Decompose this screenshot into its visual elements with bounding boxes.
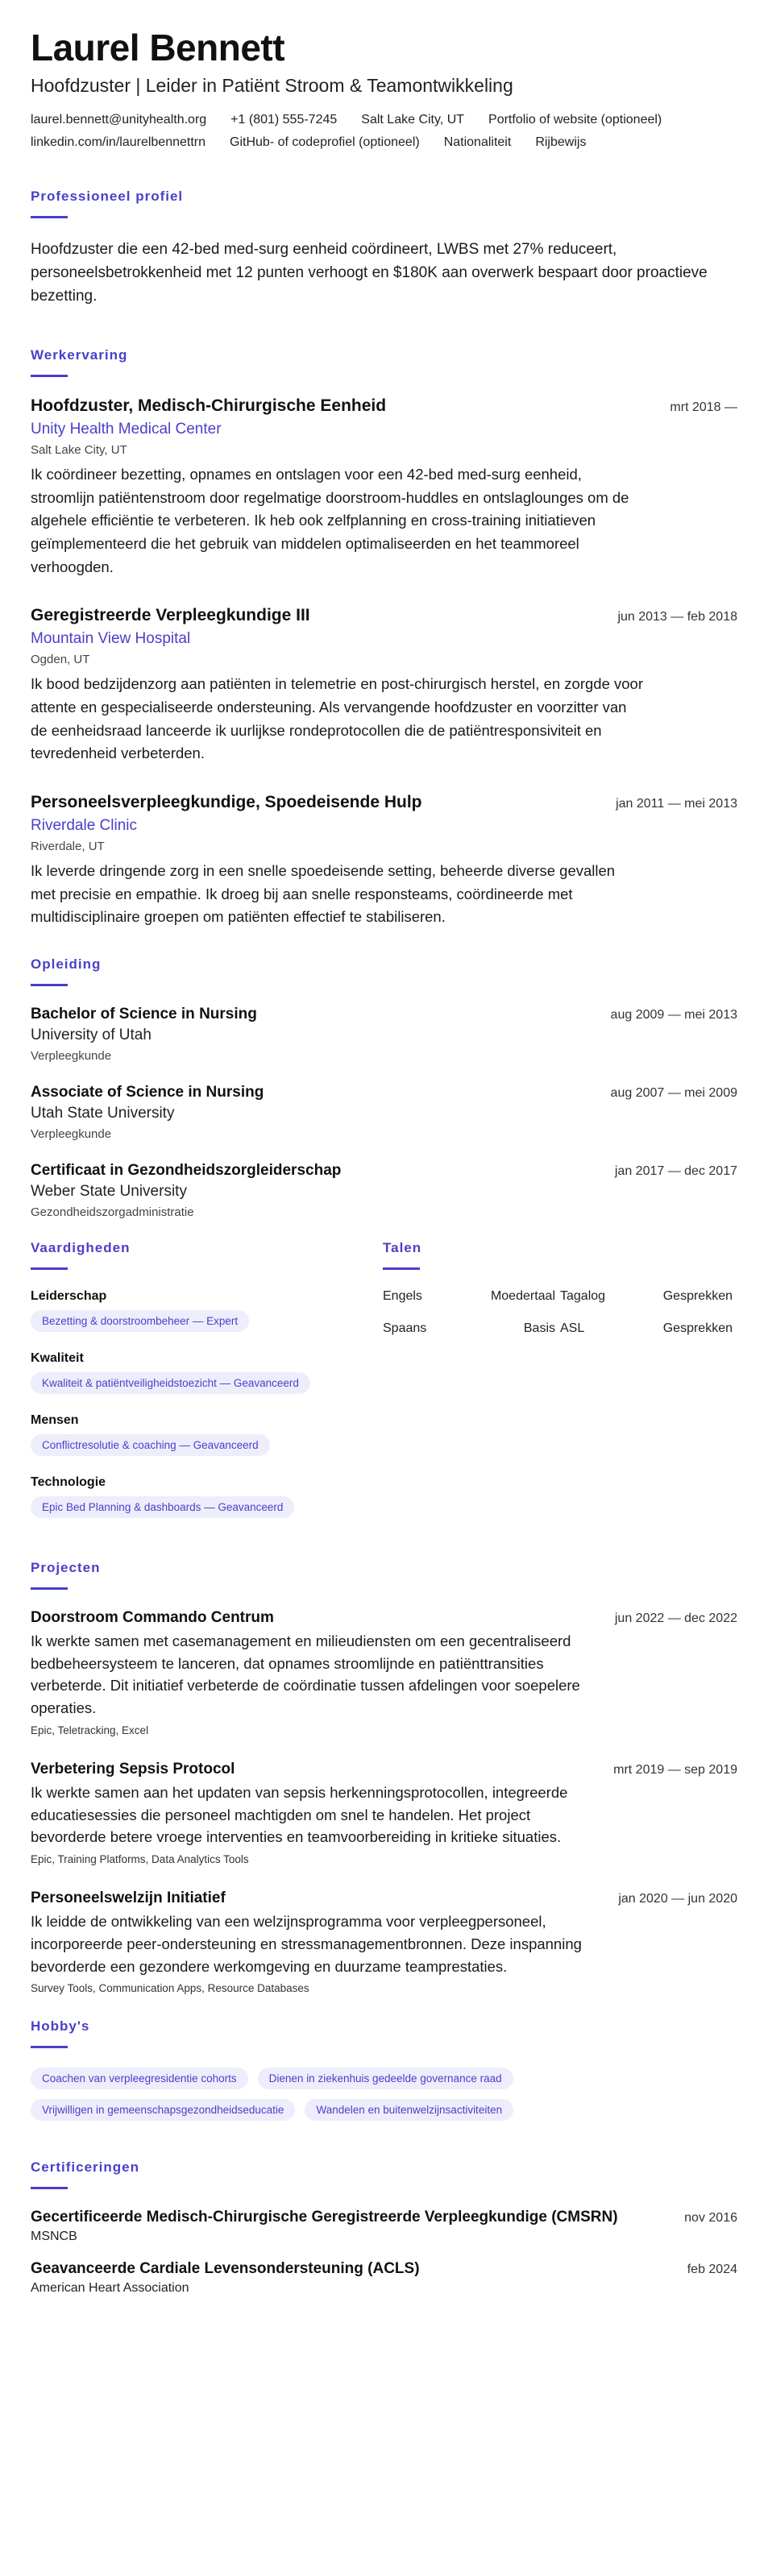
language-name: Engels	[383, 1288, 422, 1303]
section-divider	[31, 2187, 68, 2189]
degree-title: Bachelor of Science in Nursing	[31, 1005, 257, 1023]
skill-group	[31, 1475, 351, 1518]
job-location: Ogden, UT	[31, 653, 90, 667]
education-entry	[31, 1084, 737, 1141]
skill-category: Kwaliteit	[31, 1350, 84, 1365]
project-tools: Survey Tools, Communication Apps, Resource Databases	[31, 1982, 309, 1995]
certification-title: Geavanceerde Cardiale Levensondersteuning (ACLS)	[31, 2260, 420, 2278]
section-title: Certificeringen	[31, 2159, 139, 2176]
certification-issuer: American Heart Association	[31, 2281, 189, 2296]
employer-name: Mountain View Hospital	[31, 630, 191, 648]
section-divider	[31, 984, 68, 986]
skill-chip: Kwaliteit & patiëntveiligheidstoezicht — Geavanceerd	[31, 1372, 310, 1394]
section-divider	[31, 1267, 68, 1270]
project-entry	[31, 1889, 737, 1994]
hobby-chip: Wandelen en buitenwelzijnsactiviteiten	[305, 2099, 513, 2121]
certifications-section	[31, 2159, 737, 2296]
hobby-chip: Dienen in ziekenhuis gedeelde governance raad	[258, 2068, 513, 2089]
employer-name: Riverdale Clinic	[31, 816, 137, 834]
skill-category: Leiderschap	[31, 1288, 107, 1303]
experience-entry	[31, 793, 737, 929]
certification-entry	[31, 2260, 737, 2296]
section-divider	[31, 2046, 68, 2048]
certification-date: nov 2016	[684, 2211, 737, 2225]
school-name: Utah State University	[31, 1104, 175, 1122]
contact-list	[31, 113, 737, 150]
project-description: Ik leidde de ontwikkeling van een welzijnsprogramma voor verpleegpersoneel, incorporeerde peer-ondersteuning en stressmanagementbronnen. Deze inspanning bevorderde een gezondere werkomgeving en duurzame teamprestaties.	[31, 1913, 582, 1975]
language-level: Moedertaal	[490, 1288, 555, 1303]
hobby-chip: Coachen van verpleegresidentie cohorts	[31, 2068, 248, 2089]
section-title: Professioneel profiel	[31, 188, 184, 204]
project-date: mrt 2019 — sep 2019	[613, 1762, 737, 1777]
job-title: Hoofdzuster, Medisch-Chirurgische Eenheid	[31, 396, 387, 415]
section-title: Projecten	[31, 1559, 101, 1575]
degree-title: Associate of Science in Nursing	[31, 1083, 264, 1101]
experience-entry	[31, 396, 737, 579]
project-entry	[31, 1609, 737, 1736]
education-entry	[31, 1162, 737, 1219]
skill-category: Mensen	[31, 1412, 79, 1427]
experience-entry	[31, 606, 737, 765]
certification-entry	[31, 2209, 737, 2244]
section-divider	[383, 1267, 420, 1270]
profile-section	[31, 189, 737, 309]
education-date: jan 2017 — dec 2017	[614, 1164, 737, 1178]
project-entry	[31, 1761, 737, 1865]
language-level: Basis	[523, 1321, 555, 1335]
job-description: Ik bood bedzijdenzorg aan patiënten in telemetrie en post-chirurgisch herstel, en zorgde voor attente en gespecialiseerde ondersteuning. Als vervangende hoofdzuster en voorzitter van de eenheidsraad lanceerde ik uurlijkse rondeprotocollen die de patiëntresponsiviteit en tevredenheid verbeterden.	[31, 675, 643, 762]
section-title: Opleiding	[31, 956, 102, 972]
employer-name: Unity Health Medical Center	[31, 420, 222, 438]
project-description: Ik werkte samen aan het updaten van sepsis herkenningsprotocollen, integreerde educatiesessies die personeel machtigden om snel te handelen. Het project bevorderde betere vroege interventies en teamvoorbereiding in kritieke situaties.	[31, 1783, 568, 1846]
section-divider	[31, 375, 68, 377]
skill-chip: Bezetting & doorstroombeheer — Expert	[31, 1310, 249, 1332]
school-name: Weber State University	[31, 1182, 187, 1200]
section-title: Werkervaring	[31, 346, 128, 363]
section-divider	[31, 1587, 68, 1590]
certification-date: feb 2024	[687, 2263, 737, 2277]
contact-drivers-license: Rijbewijs	[535, 135, 587, 149]
contact-portfolio[interactable]: Portfolio of website (optioneel)	[488, 112, 662, 127]
projects-section	[31, 1560, 737, 1995]
contact-phone[interactable]: +1 (801) 555-7245	[230, 112, 338, 127]
skill-category: Technologie	[31, 1475, 106, 1489]
project-date: jun 2022 — dec 2022	[614, 1611, 737, 1625]
project-date: jan 2020 — jun 2020	[618, 1892, 737, 1906]
education-date: aug 2007 — mei 2009	[610, 1085, 737, 1100]
project-tools: Epic, Training Platforms, Data Analytics Tools	[31, 1853, 249, 1866]
skills-languages-section	[31, 1240, 737, 1537]
language-name: Tagalog	[560, 1288, 606, 1303]
language-list	[383, 1289, 737, 1336]
hobbies-section	[31, 2018, 737, 2121]
job-title: Geregistreerde Verpleegkundige III	[31, 606, 310, 625]
languages-column	[383, 1240, 737, 1537]
section-divider	[31, 216, 68, 218]
education-section	[31, 956, 737, 1219]
language-level: Gesprekken	[662, 1288, 733, 1303]
contact-email[interactable]: laurel.bennett@unityhealth.org	[31, 112, 207, 127]
language-name: Spaans	[383, 1321, 427, 1335]
language-name: ASL	[560, 1321, 585, 1335]
job-description: Ik coördineer bezetting, opnames en ontslagen voor een 42-bed med-surg eenheid, stroomlijn patiëntenstroom door regelmatige doorstroom-huddles en ontslaglounges om de algehele efficiëntie te verbeteren. Ik heb ook zelfplanning en cross-training initiatieven geïmplementeerd die het gebruik van middelen optimaliseerden en het teammoreel verhoogden.	[31, 465, 629, 575]
profile-summary: Hoofdzuster die een 42-bed med-surg eenheid coördineert, LWBS met 27% reduceert, personeelsbetrokkenheid met 12 punten verhoogt en $180K aan overwerk bespaart door proactieve bezetting.	[31, 240, 708, 305]
resume-header	[31, 27, 737, 150]
job-description: Ik leverde dringende zorg in een snelle spoedeisende setting, beheerde diverse gevallen met precisie en empathie. Ik droeg bij aan snelle responsteams, coördineerde met multidisciplinaire groepen om patiënten effectief te stabiliseren.	[31, 861, 616, 926]
degree-title: Certificaat in Gezondheidszorgleiderschap	[31, 1161, 342, 1179]
contact-linkedin[interactable]: linkedin.com/in/laurelbennettrn	[31, 135, 206, 149]
skill-chip: Conflictresolutie & coaching — Geavanceerd	[31, 1434, 270, 1456]
certification-issuer: MSNCB	[31, 2230, 77, 2244]
job-date: jan 2011 — mei 2013	[616, 796, 737, 811]
study-field: Verpleegkunde	[31, 1126, 112, 1141]
candidate-headline: Hoofdzuster | Leider in Patiënt Stroom & Teamontwikkeling	[31, 74, 513, 96]
skill-chip: Epic Bed Planning & dashboards — Geavanceerd	[31, 1496, 294, 1518]
skill-group	[31, 1351, 351, 1394]
skills-column	[31, 1240, 351, 1537]
job-title: Personeelsverpleegkundige, Spoedeisende Hulp	[31, 792, 422, 811]
skill-group	[31, 1413, 351, 1456]
study-field: Verpleegkunde	[31, 1048, 112, 1063]
project-title: Personeelswelzijn Initiatief	[31, 1889, 226, 1907]
job-date: mrt 2018 —	[670, 400, 737, 414]
section-title: Hobby's	[31, 2018, 90, 2035]
job-date: jun 2013 — feb 2018	[617, 610, 737, 624]
section-title: Vaardigheden	[31, 1239, 131, 1255]
language-level: Gesprekken	[662, 1321, 733, 1335]
hobby-list	[31, 2068, 611, 2121]
project-tools: Epic, Teletracking, Excel	[31, 1724, 149, 1736]
project-description: Ik werkte samen met casemanagement en milieudiensten om een gecentraliseerd bedbeheersysteem te lanceren, dat opnames stroomlijnde en patiënttransities verbeterde. Dit initiatief verbeterde de coördinatie tussen afdelingen voor soepelere operaties.	[31, 1632, 580, 1717]
education-entry	[31, 1006, 737, 1063]
certification-title: Gecertificeerde Medisch-Chirurgische Geregistreerde Verpleegkundige (CMSRN)	[31, 2209, 618, 2226]
contact-github[interactable]: GitHub- of codeprofiel (optioneel)	[230, 135, 420, 149]
education-date: aug 2009 — mei 2013	[610, 1007, 737, 1022]
experience-section	[31, 347, 737, 929]
section-title: Talen	[383, 1239, 422, 1255]
project-title: Doorstroom Commando Centrum	[31, 1608, 274, 1626]
contact-location: Salt Lake City, UT	[361, 112, 465, 127]
hobby-chip: Vrijwilligen in gemeenschapsgezondheidseducatie	[31, 2099, 295, 2121]
job-location: Riverdale, UT	[31, 839, 105, 853]
contact-nationality: Nationaliteit	[443, 135, 512, 149]
job-location: Salt Lake City, UT	[31, 442, 127, 457]
candidate-name: Laurel Bennett	[31, 27, 285, 68]
skill-group	[31, 1289, 351, 1332]
project-title: Verbetering Sepsis Protocol	[31, 1760, 235, 1777]
school-name: University of Utah	[31, 1026, 152, 1043]
study-field: Gezondheidszorgadministratie	[31, 1205, 194, 1219]
